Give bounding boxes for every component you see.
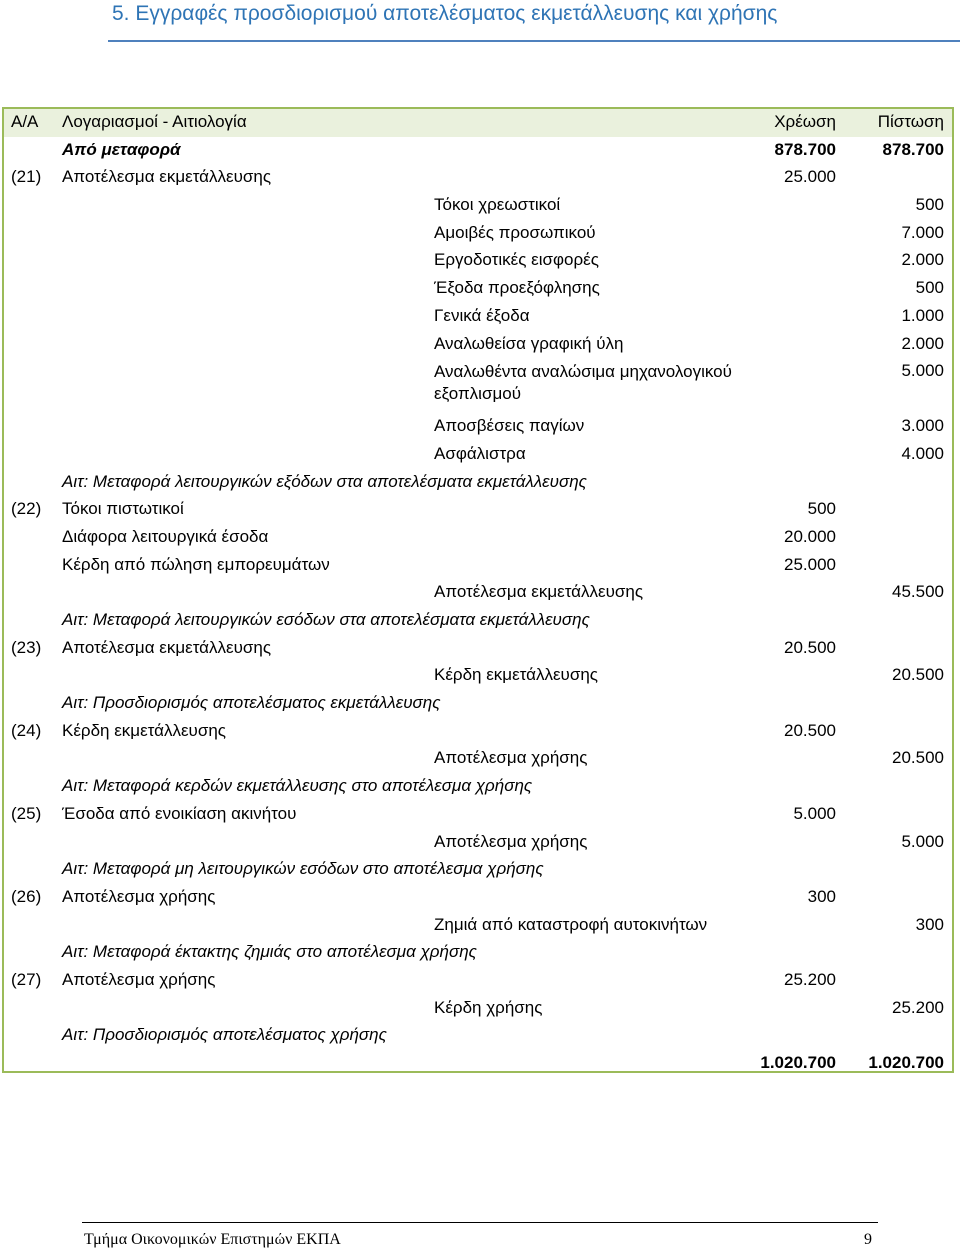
table-row [4, 303, 952, 331]
footer-department: Τμήμα Οικονομικών Επιστημών ΕΚΠΑ [84, 1231, 341, 1248]
table-row [4, 884, 952, 912]
debit-amount: 500 [807, 499, 836, 519]
credit-amount: 25.200 [892, 997, 944, 1017]
debit-amount: 25.200 [784, 969, 836, 989]
credit-account: Κέρδη χρήσης [434, 997, 543, 1017]
entry-justification: Αιτ: Μεταφορά μη λειτουργικών εσόδων στο αποτέλεσμα χρήσης [62, 859, 544, 879]
debit-amount: 25.000 [784, 554, 836, 574]
table-row [4, 358, 952, 413]
table-row [4, 690, 952, 718]
table-row [4, 441, 952, 469]
page-number: 9 [864, 1231, 872, 1248]
debit-amount: 5.000 [793, 803, 836, 823]
credit-amount: 20.500 [892, 748, 944, 768]
table-row [4, 1022, 952, 1050]
table-row [4, 939, 952, 967]
debit-account: Αποτέλεσμα χρήσης [62, 886, 216, 906]
table-row [4, 413, 952, 441]
credit-amount: 20.500 [892, 665, 944, 685]
table-row [4, 164, 952, 192]
table-row [4, 524, 952, 552]
debit-account: Αποτέλεσμα εκμετάλλευσης [62, 167, 272, 187]
carry-over-debit: 878.700 [774, 139, 836, 159]
totals-row [4, 1050, 952, 1078]
entry-number: (23) [11, 637, 42, 657]
table-row [4, 967, 952, 995]
carry-over-credit: 878.700 [882, 139, 944, 159]
debit-account: Έσοδα από ενοικίαση ακινήτου [62, 803, 297, 823]
table-row [4, 220, 952, 248]
header-idx: Α/Α [11, 112, 39, 131]
credit-account: Ζημιά από καταστροφή αυτοκινήτων [434, 914, 708, 934]
table-header [4, 109, 952, 137]
credit-account: Αμοιβές προσωπικού [434, 222, 596, 242]
credit-account: Αναλωθέντα αναλώσιμα μηχανολογικού εξοπλισμού [434, 362, 732, 404]
credit-amount: 500 [915, 278, 944, 298]
header-credit: Πίστωση [877, 112, 944, 131]
header-account: Λογαριασμοί - Αιτιολογία [62, 112, 247, 131]
credit-account: Έξοδα προεξόφλησης [434, 278, 600, 298]
carry-over-label: Από μεταφορά [62, 139, 181, 159]
debit-amount: 20.500 [784, 720, 836, 740]
entry-number: (27) [11, 969, 42, 989]
entry-justification: Αιτ: Μεταφορά κερδών εκμετάλλευσης στο αποτέλεσμα χρήσης [62, 776, 533, 796]
credit-account: Εργοδοτικές εισφορές [434, 250, 599, 270]
footer-rule [82, 1222, 878, 1223]
debit-account: Αποτέλεσμα χρήσης [62, 969, 216, 989]
entry-number: (25) [11, 803, 42, 823]
credit-account: Ασφάλιστρα [434, 443, 526, 463]
credit-account: Αποσβέσεις παγίων [434, 416, 585, 436]
credit-amount: 1.000 [901, 305, 944, 325]
credit-account: Τόκοι χρεωστικοί [434, 195, 561, 215]
credit-account: Κέρδη εκμετάλλευσης [434, 665, 598, 685]
table-row [4, 496, 952, 524]
entry-justification: Αιτ: Μεταφορά λειτουργικών εξόδων στα αποτελέσματα εκμετάλλευσης [62, 471, 587, 491]
table-row [4, 607, 952, 635]
debit-amount: 300 [807, 886, 836, 906]
journal-entries [4, 164, 952, 1050]
entry-number: (24) [11, 720, 42, 740]
table-row [4, 801, 952, 829]
debit-account: Κέρδη εκμετάλλευσης [62, 720, 226, 740]
credit-amount: 3.000 [901, 416, 944, 436]
table-row [4, 773, 952, 801]
entry-number: (21) [11, 167, 42, 187]
journal-table [2, 107, 954, 1073]
entry-number: (26) [11, 886, 42, 906]
credit-account: Αποτέλεσμα εκμετάλλευσης [434, 582, 644, 602]
credit-account: Αναλωθείσα γραφική ύλη [434, 333, 624, 353]
entry-justification: Αιτ: Μεταφορά έκτακτης ζημιάς στο αποτέλεσμα χρήσης [62, 942, 477, 962]
credit-amount: 300 [915, 914, 944, 934]
credit-amount: 7.000 [901, 222, 944, 242]
credit-amount: 4.000 [901, 443, 944, 463]
debit-amount: 20.500 [784, 637, 836, 657]
page-title: 5. Εγγραφές προσδιορισμού αποτελέσματος εκμετάλλευσης και χρήσης [112, 2, 778, 25]
table-row [4, 718, 952, 746]
debit-amount: 25.000 [784, 167, 836, 187]
table-row [4, 192, 952, 220]
credit-amount: 2.000 [901, 333, 944, 353]
carry-over-row [4, 137, 952, 165]
table-row [4, 995, 952, 1023]
table-row [4, 856, 952, 884]
credit-amount: 45.500 [892, 582, 944, 602]
table-row [4, 275, 952, 303]
debit-account: Τόκοι πιστωτικοί [62, 499, 184, 519]
table-row [4, 912, 952, 940]
entry-number: (22) [11, 499, 42, 519]
table-row [4, 829, 952, 857]
credit-account: Αποτέλεσμα χρήσης [434, 748, 588, 768]
table-row [4, 745, 952, 773]
credit-account: Αποτέλεσμα χρήσης [434, 831, 588, 851]
table-row [4, 552, 952, 580]
credit-amount: 5.000 [901, 361, 944, 381]
debit-account: Κέρδη από πώληση εμπορευμάτων [62, 554, 330, 574]
table-row [4, 662, 952, 690]
title-underline [108, 40, 960, 42]
total-credit: 1.020.700 [868, 1053, 944, 1072]
credit-account: Γενικά έξοδα [434, 305, 530, 325]
header-debit: Χρέωση [774, 112, 836, 131]
table-row [4, 331, 952, 359]
entry-justification: Αιτ: Μεταφορά λειτουργικών εσόδων στα αποτελέσματα εκμετάλλευσης [62, 610, 590, 629]
table-row [4, 469, 952, 497]
debit-account: Αποτέλεσμα εκμετάλλευσης [62, 637, 272, 657]
credit-amount: 5.000 [901, 831, 944, 851]
table-row [4, 635, 952, 663]
entry-justification: Αιτ: Προσδιορισμός αποτελέσματος εκμετάλλευσης [62, 693, 441, 713]
debit-account: Διάφορα λειτουργικά έσοδα [62, 526, 269, 546]
entry-justification: Αιτ: Προσδιορισμός αποτελέσματος χρήσης [62, 1025, 387, 1045]
credit-amount: 500 [915, 195, 944, 215]
debit-amount: 20.000 [784, 526, 836, 546]
table-row [4, 247, 952, 275]
credit-amount: 2.000 [901, 250, 944, 270]
table-row [4, 579, 952, 607]
total-debit: 1.020.700 [760, 1053, 836, 1072]
